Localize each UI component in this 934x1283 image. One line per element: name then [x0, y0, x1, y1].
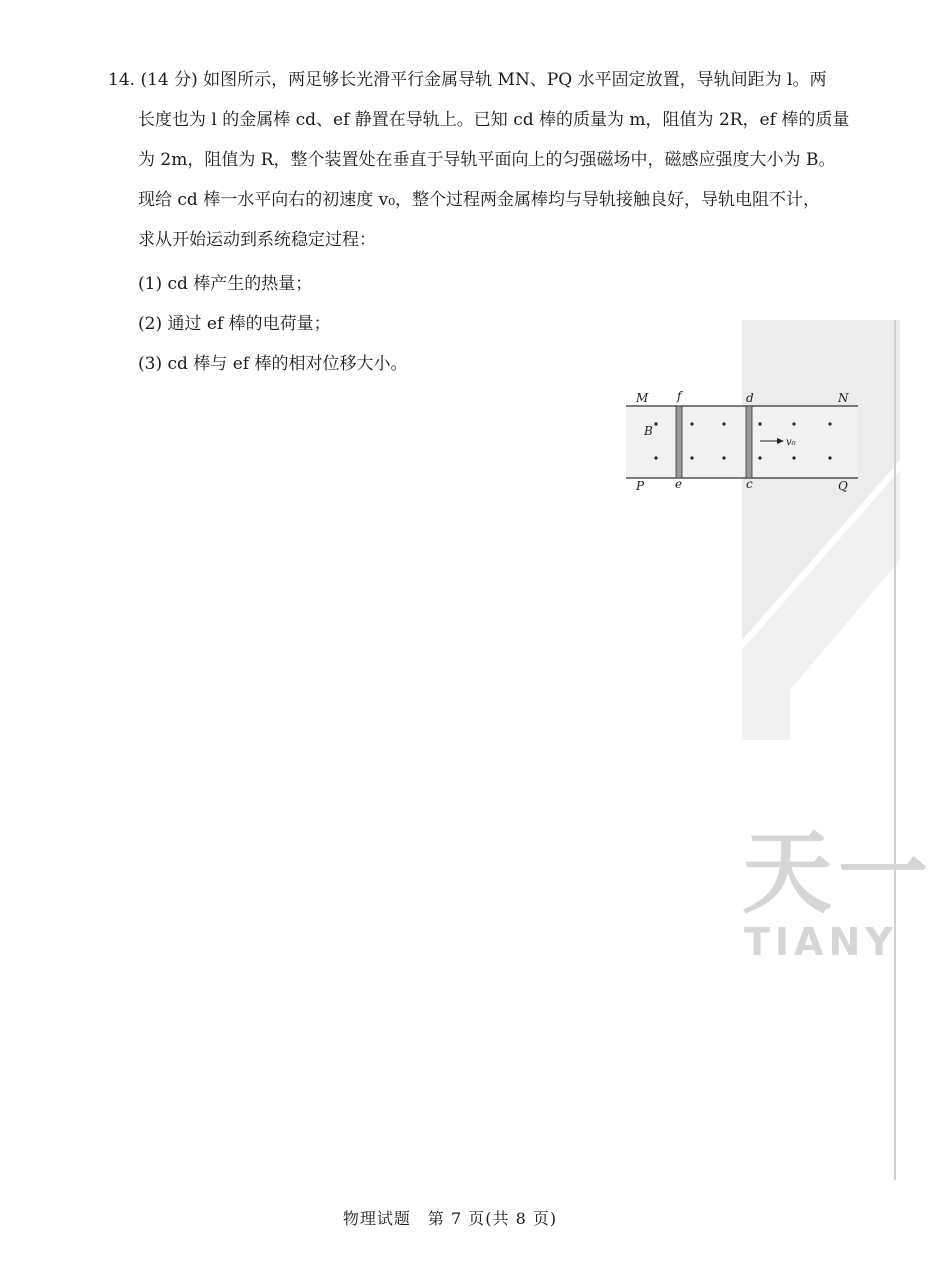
label-q: Q	[838, 479, 848, 493]
field-dot	[690, 456, 693, 459]
field-dot	[722, 422, 725, 425]
label-n: N	[838, 391, 849, 405]
rails-diagram	[626, 388, 860, 494]
label-m: M	[636, 391, 649, 405]
label-p: P	[636, 479, 645, 493]
page-footer: 物理试题 第 7 页(共 8 页)	[342, 1209, 558, 1228]
problem-text-line: 求从开始运动到系统稳定过程：	[138, 230, 376, 250]
rod-cd	[746, 406, 752, 478]
sub-question-2: (2) 通过 ef 棒的电荷量；	[138, 314, 331, 334]
problem-text-line: 为 2m，阻值为 R，整个装置处在垂直于导轨平面向上的匀强磁场中，磁感应强度大小为 B。	[138, 150, 836, 170]
label-d: d	[746, 391, 754, 405]
sub-question-1: (1) cd 棒产生的热量；	[138, 274, 313, 294]
watermark-en-text: TIANY	[744, 920, 898, 964]
label-v0: v₀	[786, 437, 796, 448]
label-c: c	[746, 477, 753, 491]
field-dot	[758, 456, 761, 459]
field-dot	[828, 456, 831, 459]
problem-text-line: 14. (14 分) 如图所示，两足够长光滑平行金属导轨 MN、PQ 水平固定放置，导轨间距为 l。两	[108, 70, 827, 90]
field-dot	[654, 422, 657, 425]
rails-diagram-svg	[626, 388, 860, 494]
field-dot	[654, 456, 657, 459]
field-region	[626, 406, 858, 478]
field-dot	[792, 456, 795, 459]
label-b: B	[644, 424, 653, 438]
field-dot	[758, 422, 761, 425]
field-dot	[792, 422, 795, 425]
label-e: e	[675, 477, 683, 491]
field-dot	[690, 422, 693, 425]
rod-ef	[676, 406, 682, 478]
problem-text-line: 现给 cd 棒一水平向右的初速度 v₀，整个过程两金属棒均与导轨接触良好，导轨电阻不计，	[138, 190, 821, 210]
sub-question-3: (3) cd 棒与 ef 棒的相对位移大小。	[138, 354, 408, 374]
field-dot	[722, 456, 725, 459]
problem-text-line: 长度也为 l 的金属棒 cd、ef 静置在导轨上。已知 cd 棒的质量为 m，阻值为 2R，ef 棒的质量	[138, 110, 850, 130]
watermark-cn-text: 天一	[742, 821, 934, 926]
label-f: f	[677, 389, 682, 403]
field-dot	[828, 422, 831, 425]
